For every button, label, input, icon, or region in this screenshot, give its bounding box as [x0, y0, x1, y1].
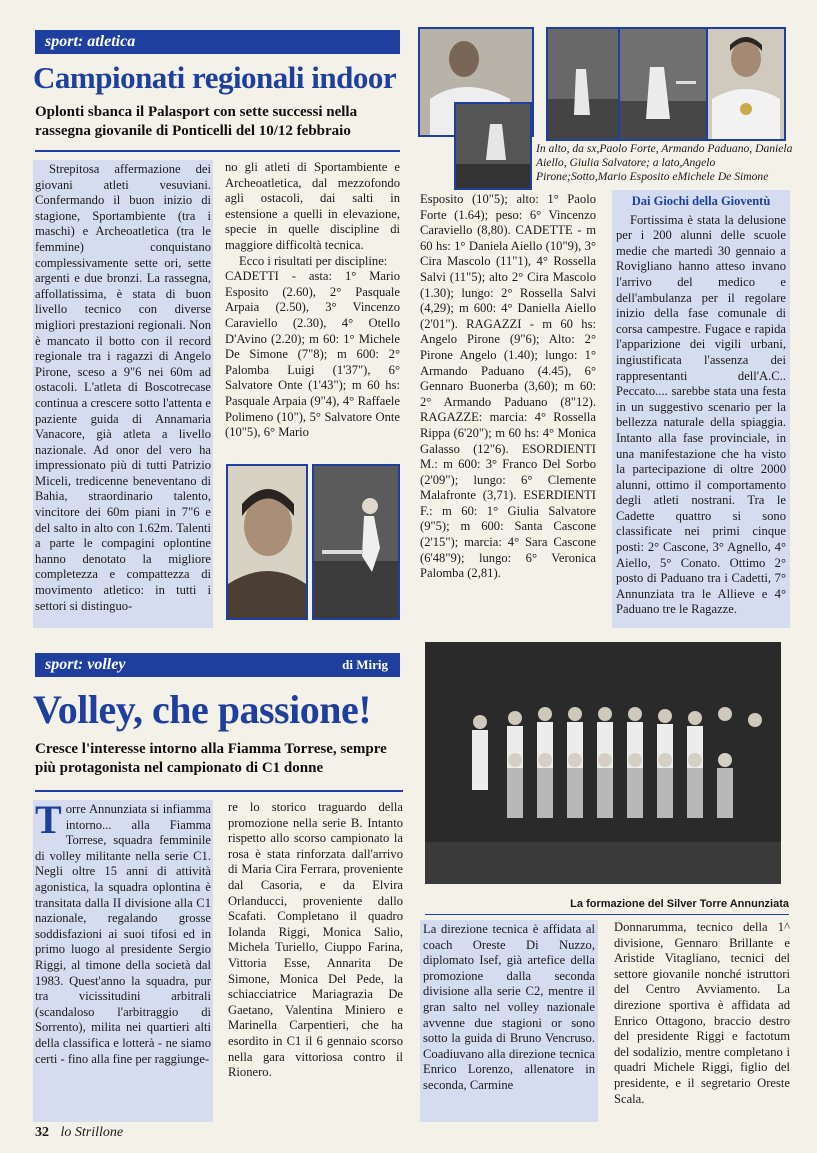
article-title: Campionati regionali indoor	[33, 60, 397, 95]
results-text: Esposito (10"5); alto: 1° Paolo Forte (1.64); peso: 6° Vincenzo Caraviello (8,80). CADETTE - m 60 hs: 1° Daniela Aiello (10"9), 3° Cira Mascolo (11"1), 4° Rossella Salvi (11"5); alto 2° Cira Mascolo (1.30); lungo: 2° Rossella Salvi (4,29); m 600: 4° Daniella Aiello (2'01"). RAGAZZI - m 60 hs: Angelo Pirone (9"6); Alto: 2° Pirone Angelo (1.40); lungo: 1° Armando Paduano (4.45), 6° Gennaro Buonerba (3,60); m 60: 2° Armando Paduano (8"12). RAGAZZE: marcia: 4° Rossella Rippa (6'20"); m 60 hs: 4° Monica Galasso (12"6). ESORDIENTI M.: m 600: 3° Franco Del Sorbo (2'09"); lungo: 6° Clemente Malafronte (3,71). ESERDIENTI F.: m 60: 1° Giulia Salvatore (9"5); m 600: Santa Cascone (2'15"); marcia: 4° Sara Cascone (6'48"9); lungo: 6° Veronica Palomba (2,81).	[420, 192, 596, 581]
hurdle-image	[456, 104, 530, 188]
article-column-3	[420, 920, 598, 1122]
section-bar-volley	[35, 653, 400, 677]
article-column-2	[228, 800, 403, 1081]
caption-rule	[425, 914, 789, 915]
body-text: no gli atleti di Sportambiente e Archeoatletica, dal mezzofondo agli ostacoli, dai salti in estensione a quelli in elevazione, specie in quelle discipline di maggiore difficoltà tecnica.	[225, 160, 400, 252]
medal-athlete-image	[708, 29, 784, 139]
team-photo	[425, 642, 781, 884]
byline: di Mirig	[342, 657, 388, 672]
athlete-portrait-photo	[226, 464, 308, 620]
race-image	[620, 29, 706, 139]
photo-caption: La formazione del Silver Torre Annunziata	[570, 898, 789, 910]
article-column-2	[225, 160, 400, 441]
title-rule	[35, 790, 403, 792]
article-column-4	[614, 920, 790, 1107]
body-text: La direzione tecnica è affidata al coach Oreste Di Nuzzo, diplomato Isef, già artefice della promozione dalla seconda divisione alla serie C2, mentre il gran salto nel volley nazionale avvenne due stagioni or sono sotto la guida di Bruno Vencruso. Coadiuvano alla direzione tecnica Enrico Lorenzo, allenatore in seconda, Carmine	[423, 922, 595, 1092]
article-subtitle: Oplonti sbanca il Palasport con sette successi nella rassegna giovanile di Ponticelli del 10/12 febbraio	[35, 104, 358, 139]
page-footer	[35, 1125, 123, 1141]
sidebar-box	[612, 190, 790, 628]
section-label: sport: atletica	[45, 33, 136, 50]
article-column-1	[33, 797, 213, 1122]
results-lead: Ecco i risultati per discipline:	[239, 253, 388, 268]
team-image	[425, 642, 781, 884]
hurdles-image	[314, 466, 398, 618]
race-photo-1	[546, 27, 620, 141]
page-number: 32	[35, 1125, 49, 1140]
article-title: Volley, che passione!	[33, 687, 372, 732]
hurdles-action-photo	[312, 464, 400, 620]
race-photo-2	[618, 27, 708, 141]
race-image	[548, 29, 618, 139]
body-text: Torre Annunziata si infiamma intorno... alla Fiamma Torrese, squadra femminile di volley militante nella serie C1. Negli oltre 15 anni di attività agonistica, la squadra oplontina è transitata dalla II divisione alla C1 nazionale, regalando grosse soddisfazioni ai suoi tifosi ed in primo luogo al presidente Sergio Riggi, al timone della società dal 1983. Quest'anno la squadra, pur tra vicissitudini arbitrali (scandaloso l'arbitraggio di Sorrento), milita nei quartieri alti della classifica e lotterà - ne siamo certi - fino alla fine per raggiunge-	[35, 797, 211, 1066]
title-rule	[35, 150, 400, 152]
article-subtitle: Cresce l'interesse intorno alla Fiamma Torrese, sempre più protagonista nel campionato di C1 donne	[35, 741, 387, 776]
section-bar-atletica	[35, 30, 400, 54]
article-column-3	[420, 192, 596, 582]
box-title: Dai Giochi della Gioventù	[631, 194, 771, 208]
drop-cap: T	[35, 797, 62, 842]
body-text: Strepitosa affermazione dei giovani atleti vesuviani. Confermando il buon inizio di stagione, Sportambiente (tra i maschi) e Archeoatletica (tra le femmine) conquistano complessivamente sette ori, sette argenti e due bronzi. La rassegna, affollatissima, è stata di buon livello tecnico con diverse migliori prestazioni regionali. Non è mancato il botto con il record regionale tra i ragazzi di Angelo Pirone, sceso a 9"6 nei 60m ad ostacoli. L'atleta di Boscotrecase continua a crescere sotto l'attenta e paziente guida di Annamaria Vanacore, già atleta a livello nazionale. Ad onor del vero ha impressionato più di tutti Patrizio Miceli, tredicenne beneventano di Bahia, straordinario talento, vincitore dei 60m piani in 7"6 e del salto in alto con 1.62m. Talenti a parte le compagini oplontine hanno denotato la migliore completezza e compattezza di movimento atletico: in tutti i settori si distinguo-	[35, 162, 211, 613]
magazine-name: lo Strillone	[60, 1125, 124, 1140]
body-text: re lo storico traguardo della promozione nella serie B. Intanto rispetto allo scorso campionato la rosa è stata rinforzata dall'arrivo di Maria Cira Ferrara, proveniente dal Casoria, e da Elvira Orlanducci, proveniente dallo Scafati. Completano il quadro Iolanda Riggi, Monica Salio, Michela Turiello, Ciuppo Farina, Vittoria Esse, Annarita De Simone, Monica Del Pede, la schiacciatrice Mariagrazia De Gaetano, Valentina Miniero e Marinella Carpentieri, che ha esordito in C1 il 6 gennaio scorso nella gara vittoriosa contro il Rionero.	[228, 800, 403, 1080]
results-text: CADETTI - asta: 1° Mario Esposito (2.60), 2° Pasquale Arpaia (2.50), 3° Vincenzo Caraviello (2.30), 4° Otello D'Avino (2.20); m 60: 1° Michele De Simone (7"8); m 600: 2° Palomba Luigi (1'37"), 6° Salvatore Onte (1'43"); m 60 hs: Pasquale Arpaia (9"4), 4° Raffaele Polimeno (10"), 5° Salvatore Onte (10"5), 6° Mario	[225, 269, 400, 440]
box-text: Fortissima è stata la delusione per i 200 alunni delle scuole medie che martedì 30 gennaio a Rovigliano hanno atteso invano l'arrivo del medico e dell'ambulanza per il regolare inizio della fase comunale di corsa campestre. Fugace e rapida l'apparizione dei vigili urbani, ingiustificata l'assenza dei rappresentanti dell'A.C.. Peccato.... sarebbe stata una festa in un suggestivo scenario per la bellezza naturale della spiaggia. Intanto alla fase provinciale, in una manifestazione che ha visto la partecipazione di oltre 2000 alunni, ottimo il comportamento degli atleti nostrani. Tra le Cadette quattro si sono classificate nei primi cinque posti: 2° Cascone, 3° Agnello, 4° Aiello, 5° Conato. Ottimo 2° posto di Paduano tra i Cadetti, 7° Annunziata tra le Allieve e 4° Paduano tre le Ragazze.	[616, 212, 786, 617]
portrait-image	[228, 466, 306, 618]
athlete-photo-hurdle	[454, 102, 532, 190]
article-column-1	[33, 160, 213, 628]
body-text: Donnarumma, tecnico della 1^ divisione, Gennaro Brillante e Aristide Vitagliano, tecnici del settore giovanile nonché istruttori del Centro Avviamento. La direzione sportiva è affidata ad Enrico Ottagono, braccio destro del presidente Riggi e factotum del sodalizio, mentre completano i quadri Michele Riggi, figlio del presidente, e il segretario Oreste Scala.	[614, 920, 790, 1106]
medal-athlete-photo	[706, 27, 786, 141]
photo-caption: In alto, da sx,Paolo Forte, Armando Paduano, Daniela Aiello, Giulia Salvatore; a lato,Angelo Pirone;Sotto,Mario Esposito eMichele De Simone	[536, 142, 793, 183]
section-label: sport: volley	[45, 656, 126, 673]
